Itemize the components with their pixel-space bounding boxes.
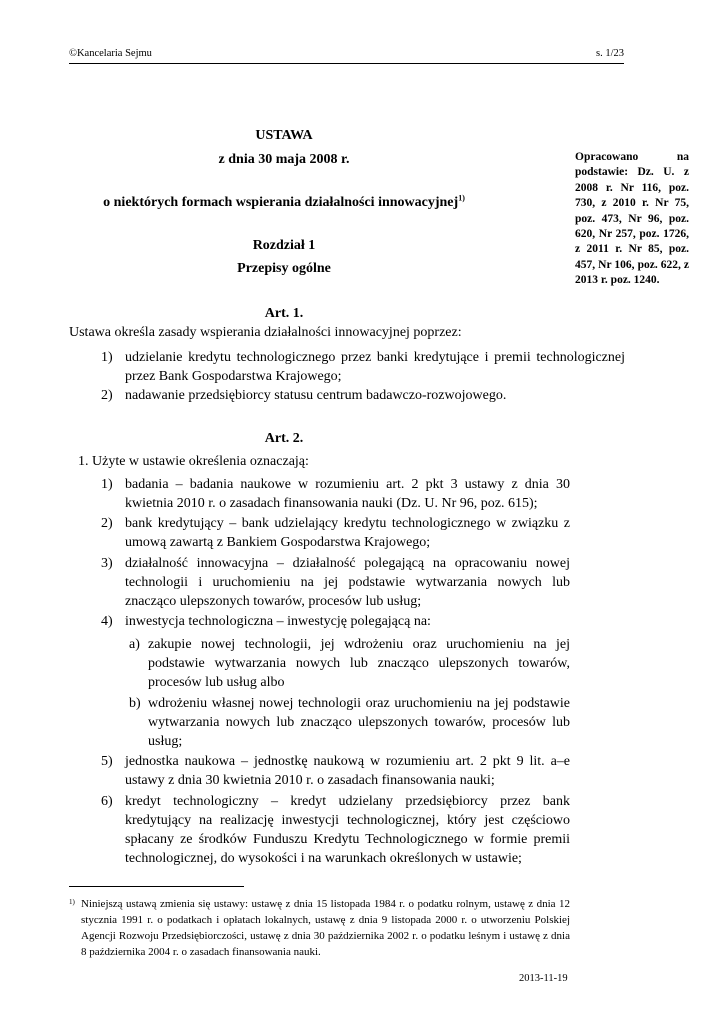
art1-item-1-text: udzielanie kredytu technologicznego przez banki kredytujące i premii technologicznej przez Bank Gospodarstwa Krajowego; bbox=[125, 350, 625, 384]
act-subject bbox=[69, 195, 499, 211]
header-page-number: s. 1/23 bbox=[595, 48, 624, 59]
art2-item-6-number: 6) bbox=[101, 794, 113, 809]
header-divider bbox=[69, 63, 624, 64]
art2-item-4-sub-b-text: wdrożeniu własnej nowej technologii oraz uruchomieniu na jej podstawie wytwarzania nowych lub znacząco ulepszonych towarów, procesów lub usług; bbox=[148, 696, 570, 749]
art2-item-4-sub-a bbox=[129, 635, 570, 692]
art2-item-2-number: 2) bbox=[101, 516, 113, 531]
chapter-label: Rozdział 1 bbox=[252, 238, 316, 253]
art2-item-6-text: kredyt technologiczny – kredyt udzielany przedsiębiorcy przez bank kredytujący na realizację inwestycji technologicznej, który jest częściowo spłacany ze środków Funduszu Kredytu Technologicznego w formie premii technologicznej, do wysokości i na warunkach określonych w ustawie; bbox=[125, 794, 570, 866]
art1-item-1-number: 1) bbox=[101, 350, 113, 365]
art2-item-4-sub-a-text: zakupie nowej technologii, jej wdrożeniu oraz uruchomieniu na jej podstawie wytwarzania nowych lub znacząco ulepszonych towarów, procesów lub usług albo bbox=[148, 637, 570, 690]
art2-item-4 bbox=[101, 612, 570, 631]
art2-item-4-sub-b bbox=[129, 694, 570, 751]
act-date: z dnia 30 maja 2008 r. bbox=[218, 152, 350, 167]
art2-item-1-text: badania – badania naukowe w rozumieniu art. 2 pkt 3 ustawy z dnia 30 kwietnia 2010 r. o zasadach finansowania nauki (Dz. U. Nr 96, poz. 615); bbox=[125, 477, 570, 511]
art1-item-2-text: nadawanie przedsiębiorcy statusu centrum badawczo-rozwojowego. bbox=[125, 388, 507, 403]
chapter-name: Przepisy ogólne bbox=[237, 261, 331, 276]
art2-item-2 bbox=[101, 514, 570, 552]
art2-item-5-text: jednostka naukowa – jednostkę naukową w rozumieniu art. 2 pkt 9 lit. a–e ustawy z dnia 30 kwietnia 2010 r. o zasadach finansowania nauki; bbox=[125, 754, 570, 788]
art2-item-4-sub-a-letter: a) bbox=[129, 637, 140, 652]
art2-item-3-text: działalność innowacyjna – działalność polegającą na opracowaniu nowej technologii i uruchomieniu na jej podstawie wytwarzania nowych lub znacząco ulepszonych towarów, procesów lub usług; bbox=[125, 556, 570, 609]
art2-item-1 bbox=[101, 475, 570, 513]
art2-item-3 bbox=[101, 554, 570, 611]
footnote bbox=[69, 896, 570, 960]
art2-intro: 1. Użyte w ustawie określenia oznaczają: bbox=[78, 454, 309, 469]
art2-item-5 bbox=[101, 752, 570, 790]
art2-item-4-text: inwestycja technologiczna – inwestycję polegającą na: bbox=[125, 614, 431, 629]
art2-item-3-number: 3) bbox=[101, 556, 113, 571]
act-type: USTAWA bbox=[255, 128, 313, 143]
art1-heading: Art. 1. bbox=[264, 306, 304, 321]
footnote-divider bbox=[69, 886, 244, 887]
footer-date: 2013-11-19 bbox=[519, 973, 568, 984]
art2-heading: Art. 2. bbox=[264, 431, 304, 446]
art1-item-2 bbox=[101, 386, 625, 405]
art1-item-2-number: 2) bbox=[101, 388, 113, 403]
margin-note: Opracowano na podstawie: Dz. U. z 2008 r. Nr 116, poz. 730, z 2010 r. Nr 75, poz. 473, Nr 96, poz. 620, Nr 257, poz. 1726, z 2011 r. Nr 85, poz. 457, Nr 106, poz. 622, z 2013 r. poz. 1240. bbox=[575, 151, 689, 287]
header-publisher: ©Kancelaria Sejmu bbox=[69, 48, 152, 59]
art2-item-4-number: 4) bbox=[101, 614, 113, 629]
art2-item-4-sub-b-letter: b) bbox=[129, 696, 141, 711]
art1-item-1 bbox=[101, 348, 625, 386]
art2-item-2-text: bank kredytujący – bank udzielający kredytu technologicznego w związku z umową zawartą z Bankiem Gospodarstwa Krajowego; bbox=[125, 516, 570, 550]
art2-item-6 bbox=[101, 792, 570, 868]
art2-item-5-number: 5) bbox=[101, 754, 113, 769]
art1-intro: Ustawa określa zasady wspierania działalności innowacyjnej poprzez: bbox=[69, 325, 462, 340]
art2-item-1-number: 1) bbox=[101, 477, 113, 492]
act-subject-text: o niektórych formach wspierania działalności innowacyjnej bbox=[103, 195, 459, 210]
footnote-text: Niniejszą ustawą zmienia się ustawy: ustawę z dnia 15 listopada 1984 r. o podatku rolnym, ustawę z dnia 12 stycznia 1991 r. o podatkach i opłatach lokalnych, ustawę z dnia 9 listopada 2000 r. o utworzeniu Polskiej Agencji Rozwoju Przedsiębiorczości, ustawę z dnia 30 października 2002 r. o podatku leśnym i ustawę z dnia 8 października 2004 r. o zasadach finansowania nauki. bbox=[81, 898, 570, 958]
footnote-reference[interactable]: 1) bbox=[458, 193, 465, 203]
footnote-mark: 1) bbox=[69, 898, 75, 906]
